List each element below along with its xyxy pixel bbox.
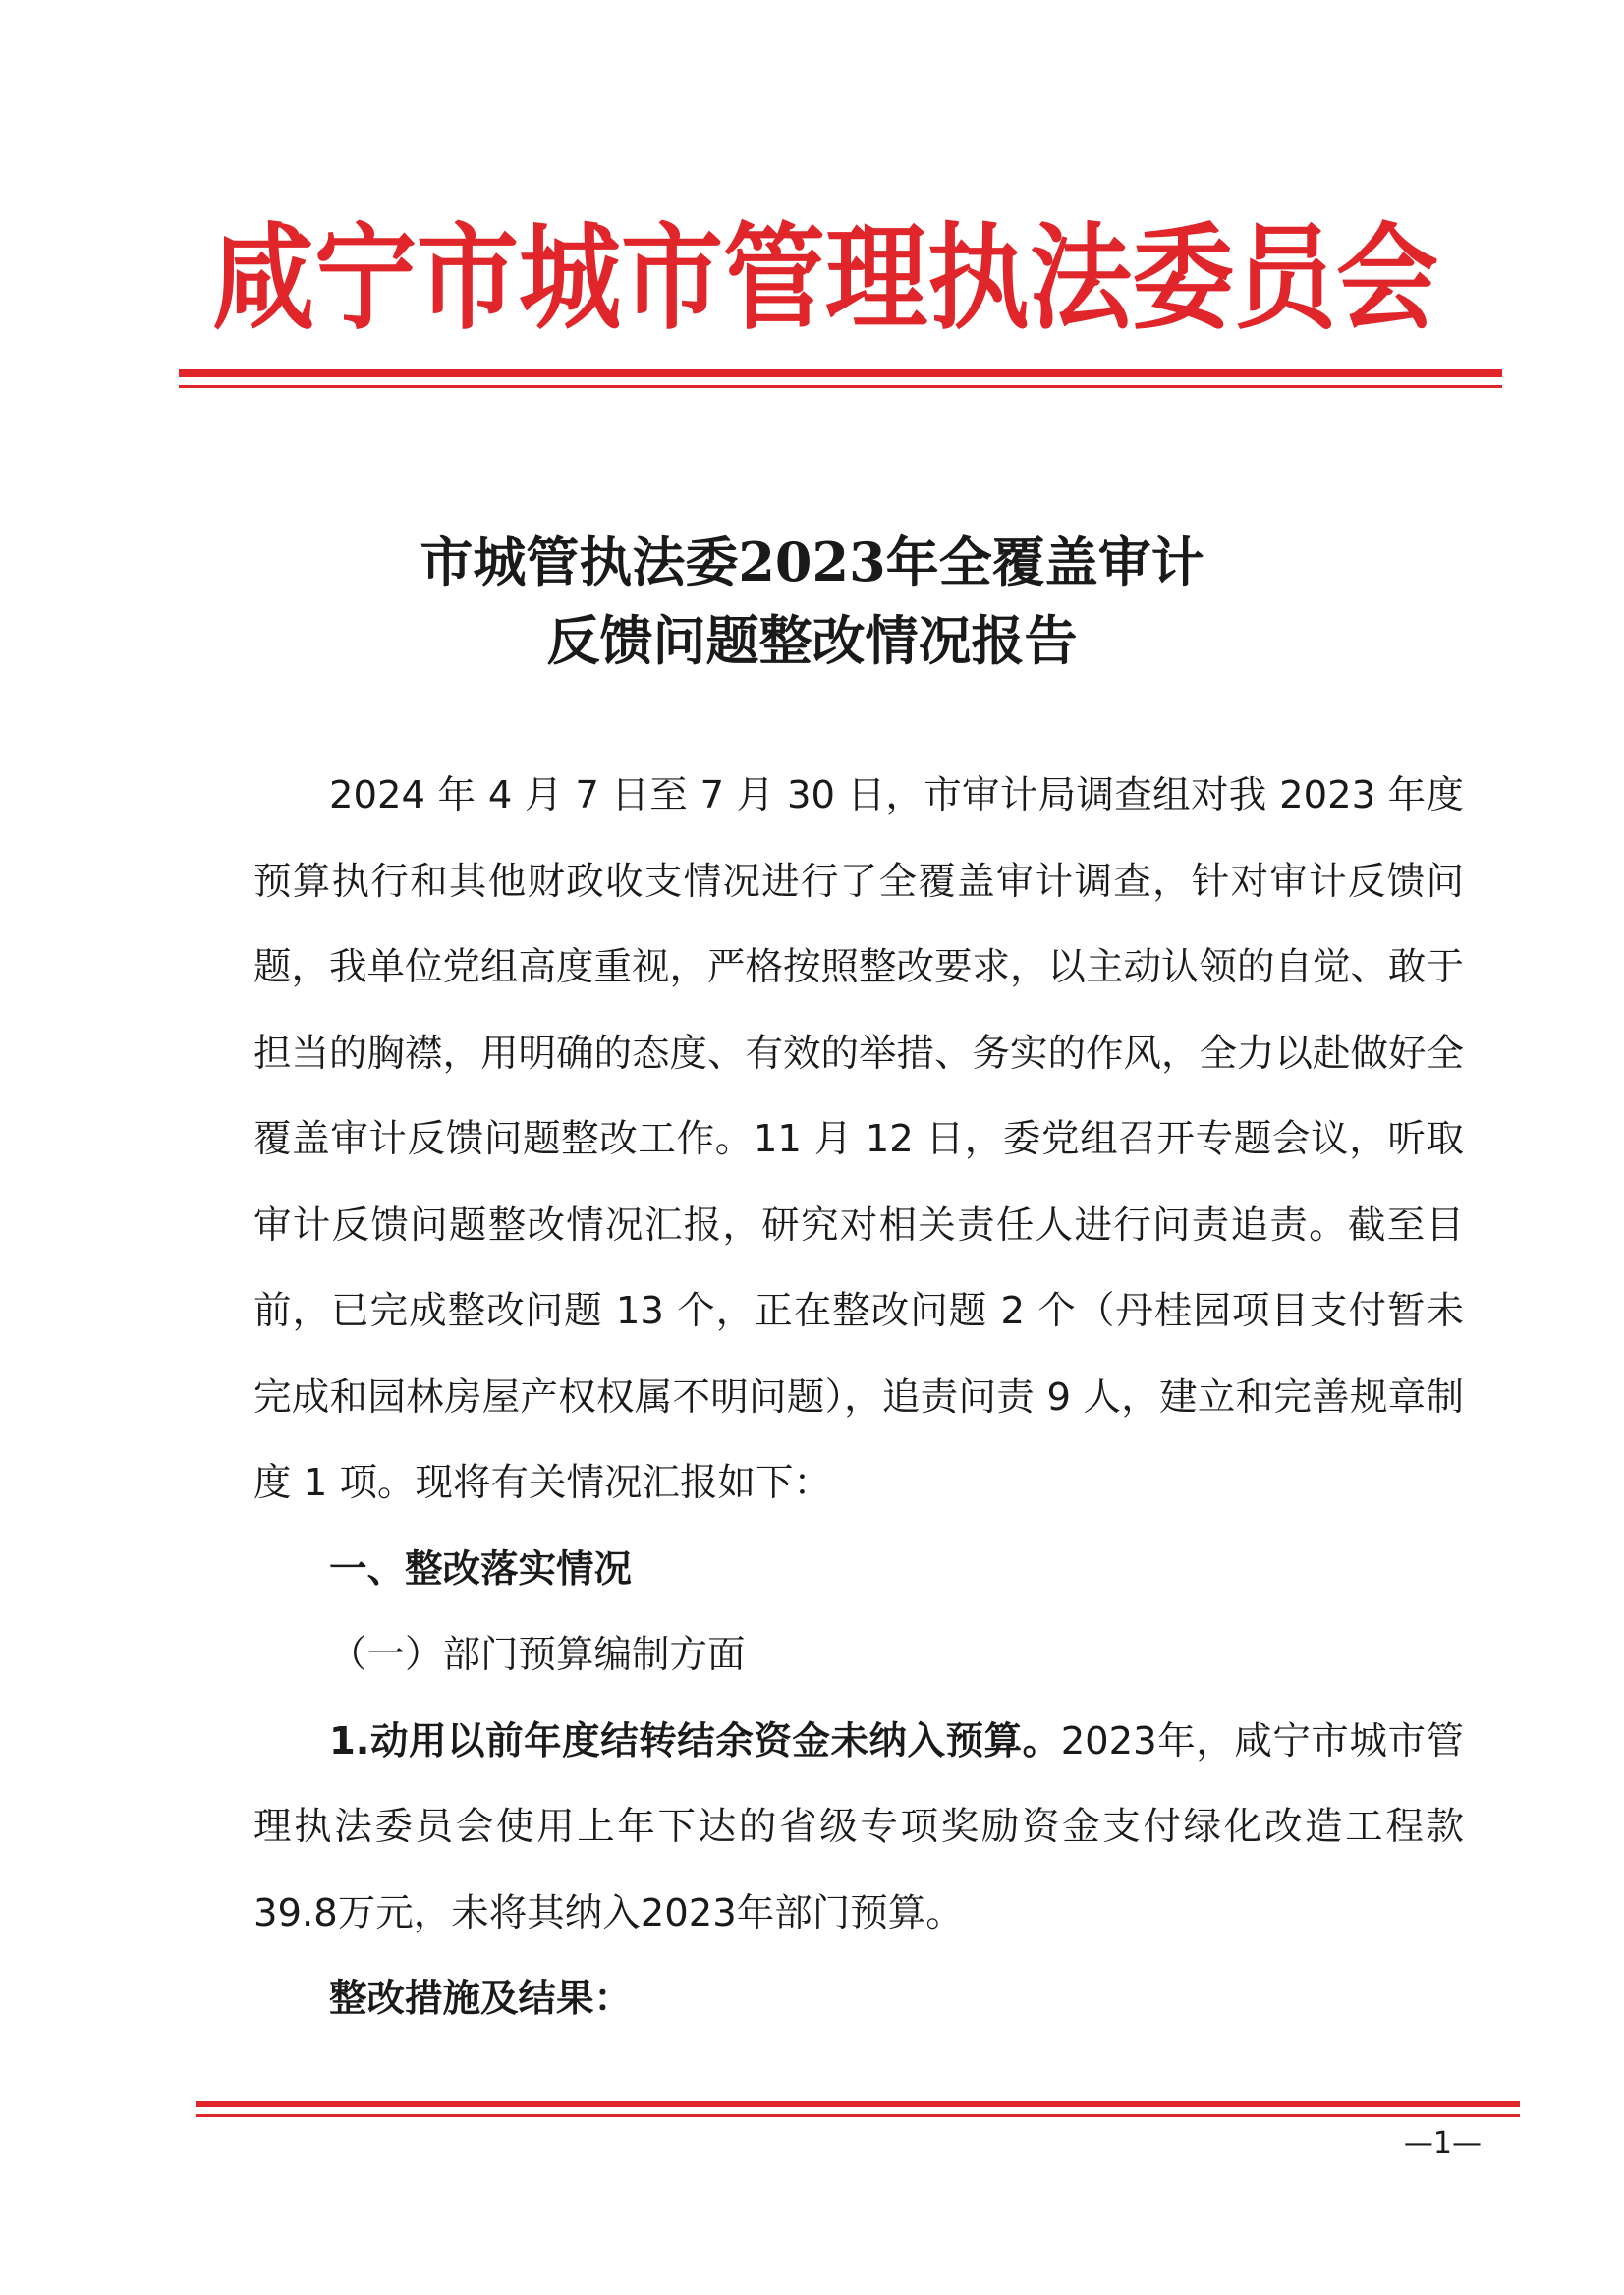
document-title-line2: 反馈问题整改情况报告 — [546, 609, 1078, 672]
organization-letterhead: 咸宁市城市管理执法委员会 — [211, 209, 1438, 346]
page-number: —1— — [1403, 2126, 1482, 2160]
item-text-1: 2023年，咸宁市城市管理执法委员会使用上年下达的省级专项奖励资金支付绿化改造工程款39.8万元，未将其纳入2023年部门预算。 — [253, 1718, 1464, 1935]
footer-rule-thick — [196, 2101, 1520, 2107]
item-paragraph-1 — [253, 1699, 1464, 1957]
measures-heading: 整改措施及结果： — [329, 1977, 633, 2021]
document-title-line1: 市城管执法委2023年全覆盖审计 — [420, 531, 1204, 593]
footer-rule-thin — [196, 2114, 1520, 2117]
subsection-heading-1: （一）部门预算编制方面 — [329, 1633, 746, 1677]
intro-paragraph: 2024 年 4 月 7 日至 7 月 30 日，市审计局调查组对我 2023 年度预算执行和其他财政收支情况进行了全覆盖审计调查，针对审计反馈问题，我单位党组高度重视，严格按照整改要求，以主动认领的自觉、敢于担当的胸襟，用明确的态度、有效的举措、务实的作风，全力以赴做好全覆盖审计反馈问题整改工作。11 月 12 日，委党组召开专题会议，听取审计反馈问题整改情况汇报，研究对相关责任人进行问责追责。截至目前，已完成整改问题 13 个，正在整改问题 2 个（丹桂园项目支付暂未完成和园林房屋产权权属不明问题），追责问责 9 人，建立和完善规章制度 1 项。现将有关情况汇报如下： — [253, 773, 1465, 1505]
item-lead-1: 1.动用以前年度结转结余资金未纳入预算。 — [329, 1718, 1061, 1763]
letterhead-rule-thick — [179, 369, 1502, 377]
section-heading-1: 一、整改落实情况 — [329, 1546, 633, 1592]
letterhead-rule-thin — [179, 385, 1502, 388]
document-body — [253, 753, 1464, 2043]
